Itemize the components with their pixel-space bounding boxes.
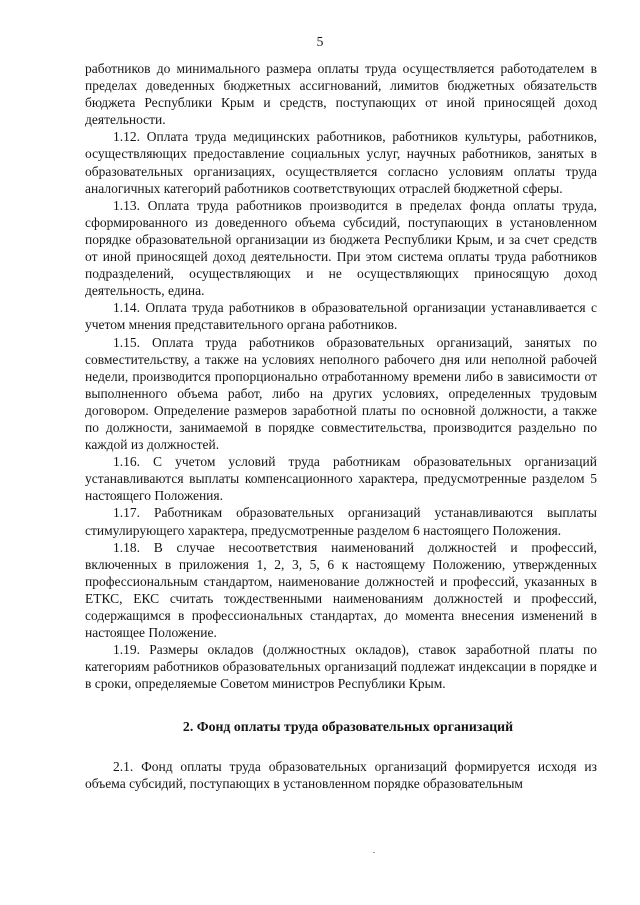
paragraph-1-19: 1.19. Размеры окладов (должностных окладов), ставок заработной платы по категориям работников образовательных организаций подлежат индексации в порядке и в сроки, определяемые Советом министров Республики Крым.	[85, 642, 597, 692]
paragraph-1-16: 1.16. С учетом условий труда работникам образовательных организаций устанавливаются выплаты компенсационного характера, предусмотренные разделом 5 настоящего Положения.	[85, 454, 597, 504]
paragraph-1-13: 1.13. Оплата труда работников производится в пределах фонда оплаты труда, сформированного из доведенного объема субсидий, поступающих в установленном порядке образовательной организации из бюджета Республики Крым, и за счет средств от иной приносящей доход деятельности. При этом система оплаты труда работников подразделений, осуществляющих и не осуществляющих приносящую доход деятельность, едина.	[85, 197, 597, 299]
paragraph-1-17: 1.17. Работникам образовательных организаций устанавливаются выплаты стимулирующего характера, предусмотренные разделом 6 настоящего Положения.	[85, 505, 597, 538]
paragraph-1-14: 1.14. Оплата труда работников в образовательной организации устанавливается с учетом мнения представительного органа работников.	[85, 300, 597, 333]
paragraph-1-12: 1.12. Оплата труда медицинских работников, работников культуры, работников, осуществляющих предоставление социальных услуг, научных работников, занятых в образовательных организациях, осуществляется согласно условиям оплаты труда аналогичных категорий работников соответствующих отраслей бюджетной сферы.	[85, 129, 597, 196]
scan-speck	[373, 852, 375, 853]
paragraph-1-15: 1.15. Оплата труда работников образовательных организаций, занятых по совместительству, а также на условиях неполного рабочего дня или неполной рабочей недели, производится пропорционально отработанному времени либо в зависимости от выполненного объема работ, либо на других условиях, определенных трудовым договором. Определение размеров заработной платы по основной должности, а также по должности, занимаемой в порядке совместительства, производится раздельно по каждой из должностей.	[85, 334, 597, 453]
section-heading: 2. Фонд оплаты труда образовательных организаций	[182, 719, 514, 735]
paragraph-2-1: 2.1. Фонд оплаты труда образовательных организаций формируется исходя из объема субсидий, поступающих в установленном порядке образовательным	[85, 758, 597, 791]
document-body	[85, 60, 597, 792]
paragraph-1-18: 1.18. В случае несоответствия наименований должностей и профессий, включенных в приложения 1, 2, 3, 5, 6 к настоящему Положению, утвержденных профессиональным стандартом, наименование должностей и профессий, указанных в ЕТКС, ЕКС считать тождественными наименованиям должностей и профессий, содержащимся в профессиональных стандартах, до момента внесения изменений в настоящее Положение.	[85, 539, 597, 641]
paragraph-continuation: работников до минимального размера оплаты труда осуществляется работодателем в пределах доведенных бюджетных ассигнований, лимитов бюджетных обязательств бюджета Республики Крым и средств, поступающих от иной приносящей доход деятельности.	[85, 61, 597, 128]
page-number: 5	[316, 34, 324, 49]
